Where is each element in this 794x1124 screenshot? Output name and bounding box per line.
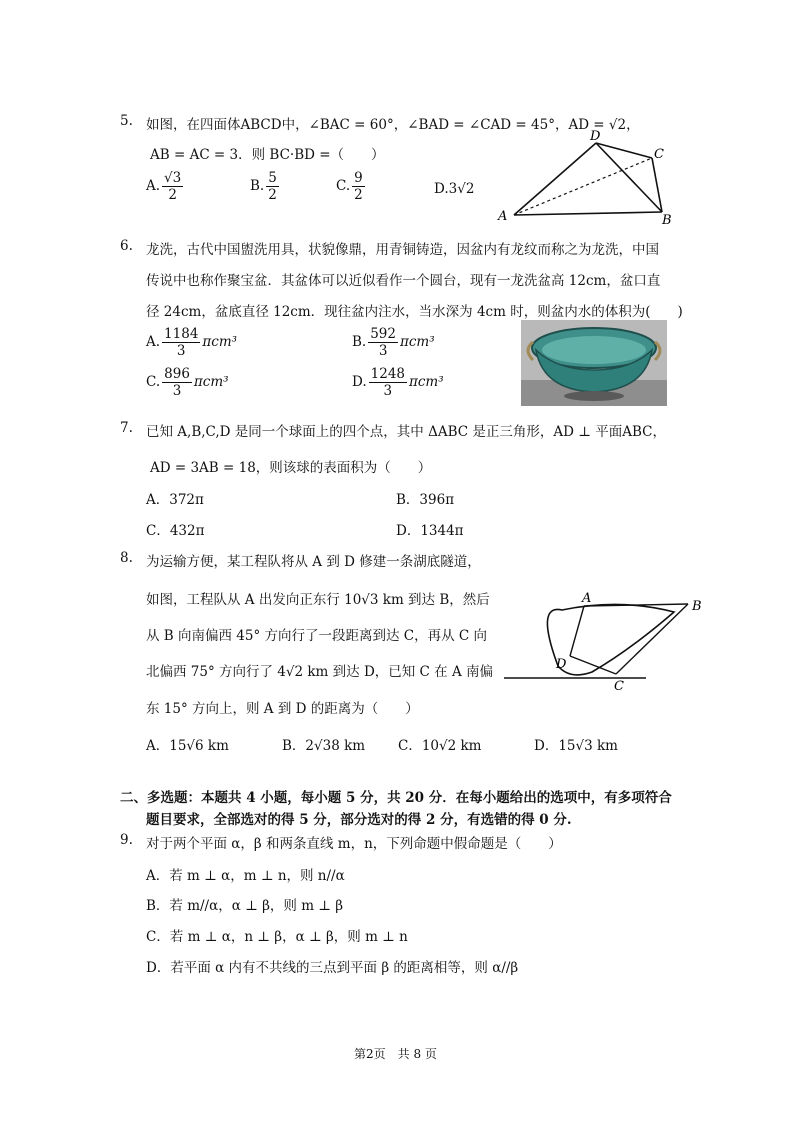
q6-number: 6. [120,238,133,254]
q8-stem-line2: 如图，工程队从 A 出发向正东行 10√3 km 到达 B，然后 [146,592,490,608]
section-2-heading-line1: 二、多选题：本题共 4 小题，每小题 5 分，共 20 分．在每小题给出的选项中，有多项符合 [120,790,672,806]
q6-option-b: B. $\frac{592}{3}$ πcm³ [352,326,435,359]
q6-option-c: C. $\frac{896}{3}$ πcm³ [146,366,229,399]
q9-option-b: B．若 m//α，α ⊥ β，则 m ⊥ β [146,898,344,914]
q5-fig-label-b: B [662,213,672,228]
q6-stem-line1: 龙洗，古代中国盥洗用具，状貌像鼎，用青铜铸造，因盆内有龙纹而称之为龙洗，中国 [146,242,659,258]
q8-fig-label-a: A [582,591,592,606]
q8-option-a: A．15√6 km [146,738,229,754]
q5-stem-line2: AB = AC = 3．则 BC·BD =（ ） [150,147,385,163]
q5-option-a: A. $\frac{√3}{2}$ [146,170,182,203]
q8-number: 8. [120,550,133,566]
q7-stem-line1: 已知 A,B,C,D 是同一个球面上的四个点，其中 ΔABC 是正三角形，AD ⊥ 平面ABC， [146,424,666,440]
q8-fig-label-d: D [556,657,567,672]
q7-option-d: D．1344π [396,523,464,539]
q8-option-d: D．15√3 km [534,738,618,754]
q7-option-a: A．372π [146,492,204,508]
q7-stem-line2: AD = 3AB = 18，则该球的表面积为（ ） [150,460,432,476]
q5-stem-line1: 如图，在四面体ABCD中，∠BAC = 60°，∠BAD = ∠CAD = 45°，AD = √2， [146,117,640,133]
q5-fig-label-c: C [654,147,664,162]
q6-stem-line3: 径 24cm，盆底直径 12cm．现往盆内注水，当水深为 4cm 时，则盆内水的体积为( ) [146,304,683,320]
q8-stem-line5: 东 15° 方向上，则 A 到 D 的距离为（ ） [146,701,419,717]
section-2-heading-line2: 题目要求，全部选对的得 5 分，部分选对的得 2 分，有选错的得 0 分. [146,812,572,828]
q7-number: 7. [120,420,133,436]
q8-stem-line1: 为运输方便，某工程队将从 A 到 D 修建一条湖底隧道， [146,554,481,570]
q9-stem: 对于两个平面 α，β 和两条直线 m，n，下列命题中假命题是（ ） [146,836,562,852]
q9-option-c: C．若 m ⊥ α，n ⊥ β，α ⊥ β，则 m ⊥ n [146,929,408,945]
page-footer: 第2页 共 8 页 [354,1047,437,1061]
q8-lake-tunnel-figure [500,586,710,696]
q6-option-a: A. $\frac{1184}{3}$ πcm³ [146,326,238,359]
q8-stem-line4: 北偏西 75° 方向行了 4√2 km 到达 D，已知 C 在 A 南偏 [146,664,494,680]
q5-option-d: D.3√2 [434,181,475,197]
q9-option-a: A．若 m ⊥ α，m ⊥ n，则 n//α [146,868,345,884]
q8-fig-label-c: C [614,679,624,694]
q8-fig-label-b: B [692,599,702,614]
q7-option-b: B．396π [396,492,455,508]
q8-option-c: C．10√2 km [398,738,482,754]
q8-stem-line3: 从 B 向南偏西 45° 方向行了一段距离到达 C，再从 C 向 [146,628,488,644]
q5-number: 5. [120,113,133,129]
q5-option-c: C. $\frac{9}{2}$ [336,170,363,203]
q9-option-d: D．若平面 α 内有不共线的三点到平面 β 的距离相等，则 α//β [146,960,519,976]
q7-option-c: C．432π [146,523,205,539]
q5-fig-label-d: D [590,129,601,144]
q5-fig-label-a: A [498,209,508,224]
q5-tetrahedron-figure [494,128,684,228]
q6-stem-line2: 传说中也称作聚宝盆．其盆体可以近似看作一个圆台，现有一龙洗盆高 12cm，盆口直 [146,273,661,289]
q5-option-b: B. $\frac{5}{2}$ [250,170,277,203]
q6-option-d: D. $\frac{1248}{3}$ πcm³ [352,366,444,399]
q6-dragon-basin-photo [521,320,667,406]
q9-number: 9. [120,832,133,848]
q8-option-b: B．2√38 km [282,738,366,754]
